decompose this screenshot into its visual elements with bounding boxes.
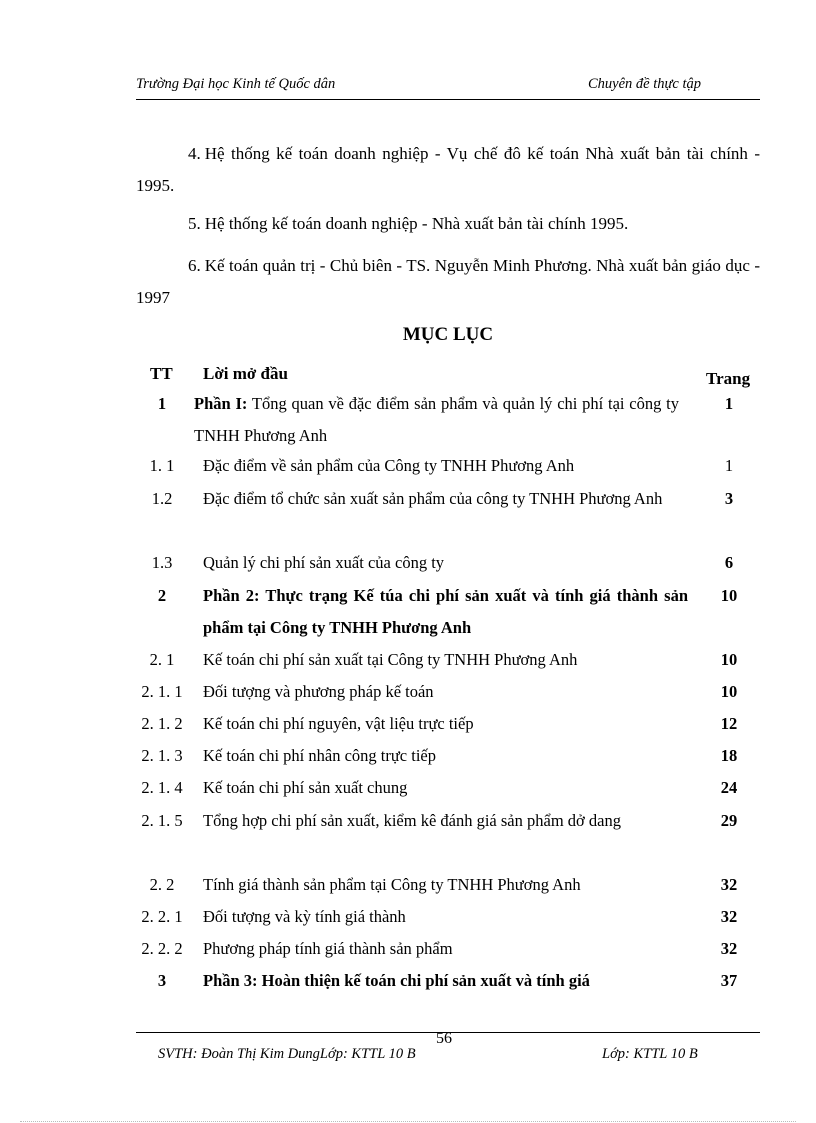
header-school: Trường Đại học Kinh tế Quốc dân (136, 76, 336, 92)
header-rule (136, 99, 760, 100)
toc-col-intro: Lời mở đầu (203, 364, 288, 383)
toc-title: MỤC LỤC (402, 324, 494, 345)
page-header (136, 76, 760, 98)
toc-col-page: Trang (706, 369, 751, 388)
header-doc-type: Chuyên đề thực tập (588, 76, 702, 92)
toc-col-tt: TT (150, 364, 173, 383)
reference-item: 6. Kế toán quản trị - Chủ biên - TS. Nguyễn Minh Phương. Nhà xuất bản giáo dục - 1997 (136, 256, 760, 307)
footer-class: Lớp: KTTL 10 B (602, 1046, 698, 1062)
page-bottom-dotted-line (20, 1121, 796, 1122)
footer-student: SVTH: Đoàn Thị Kim DungLớp: KTTL 10 B (158, 1046, 416, 1062)
page-number: 56 (436, 1030, 452, 1047)
reference-item: 4. Hệ thống kế toán doanh nghiệp - Vụ chế đô kế toán Nhà xuất bản tài chính - 1995. (136, 144, 760, 195)
reference-item: 5. Hệ thống kế toán doanh nghiệp - Nhà xuất bản tài chính 1995. (188, 214, 629, 233)
